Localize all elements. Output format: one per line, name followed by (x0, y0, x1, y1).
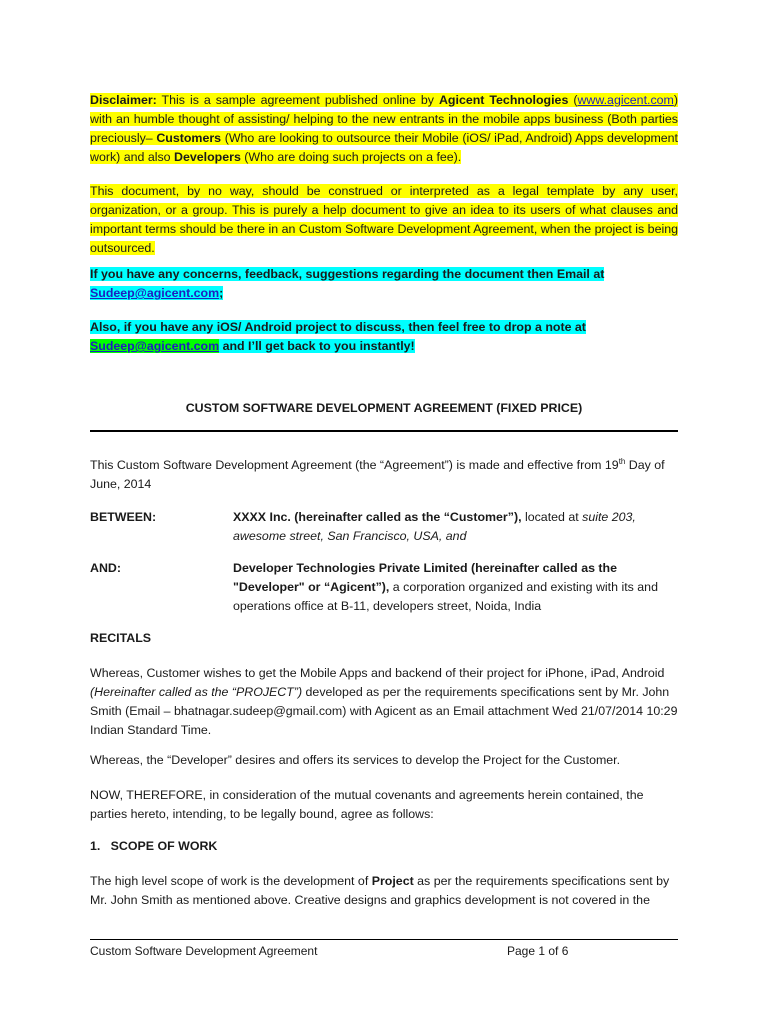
recitals-heading: RECITALS (90, 631, 152, 645)
whereas-paragraph-1: Whereas, Customer wishes to get the Mobile Apps and backend of their project for iPhone, iPad, Android (Hereinafter called as the “PROJECT”) developed as per the requirements specifications sent by Mr. John Smith (Email – bhatnagar.sudeep@gmail.com) with Agicent as an Email attachment Wed 21/07/2014 10:29 Indian Standard Time. (90, 666, 678, 737)
project-contact-paragraph: Also, if you have any iOS/ Android project to discuss, then feel free to drop a note at Sudeep@agicent.com and I’ll get back to you instantly! (90, 320, 586, 353)
agicent-website-link[interactable]: www.agicent.com (577, 93, 674, 107)
now-therefore-paragraph: NOW, THEREFORE, in consideration of the mutual covenants and agreements herein contained, the parties hereto, intending, to be legally bound, agree as follows: (90, 788, 644, 821)
developer-party: Developer Technologies Private Limited (hereinafter called as the "Developer" or “Agicent”), a corporation organized and existing with its and operations office at B-11, developers street, Noida, India (233, 561, 658, 613)
agreement-title: CUSTOM SOFTWARE DEVELOPMENT AGREEMENT (FIXED PRICE) (185, 401, 583, 415)
feedback-paragraph: If you have any concerns, feedback, suggestions regarding the document then Email at Sudeep@agicent.com; (90, 267, 605, 300)
customer-party: XXXX Inc. (hereinafter called as the “Customer”), located at suite 203, awesome street, San Francisco, USA, and (233, 510, 636, 543)
scope-paragraph: The high level scope of work is the development of Project as per the requirements specifications sent by Mr. John Smith as mentioned above. Creative designs and graphics development is not covered in the (90, 874, 670, 907)
whereas-paragraph-2: Whereas, the “Developer” desires and offers its services to develop the Project for the Customer. (90, 753, 621, 767)
disclaimer-label: Disclaimer: (90, 93, 157, 107)
feedback-email-link[interactable]: Sudeep@agicent.com (90, 286, 220, 300)
project-email-link[interactable]: Sudeep@agicent.com (90, 339, 220, 353)
footer-document-title: Custom Software Development Agreement (90, 944, 318, 958)
scope-of-work-heading: 1. SCOPE OF WORK (90, 839, 218, 853)
footer-divider (90, 939, 678, 940)
intro-paragraph: This Custom Software Development Agreement (the “Agreement”) is made and effective from 19th Day of June, 2014 (90, 456, 665, 491)
legal-notice-paragraph: This document, by no way, should be construed or interpreted as a legal template by any user, organization, or a group. This is purely a help document to give an idea to its users of what clauses and important terms should be there in an Custom Software Development Agreement, when the project is being outsourced. (90, 184, 678, 255)
between-label: BETWEEN: (90, 510, 157, 524)
footer-page-number: Page 1 of 6 (507, 944, 569, 958)
disclaimer-paragraph: Disclaimer: This is a sample agreement published online by Agicent Technologies (www.agicent.com) with an humble thought of assisting/ helping to the new entrants in the mobile apps business (Both parties preciously– Customers (Who are looking to outsource their Mobile (iOS/ iPad, Android) Apps development work) and also Developers (Who are doing such projects on a fee). (90, 93, 679, 164)
title-divider (90, 430, 678, 432)
and-label: AND: (90, 561, 121, 575)
